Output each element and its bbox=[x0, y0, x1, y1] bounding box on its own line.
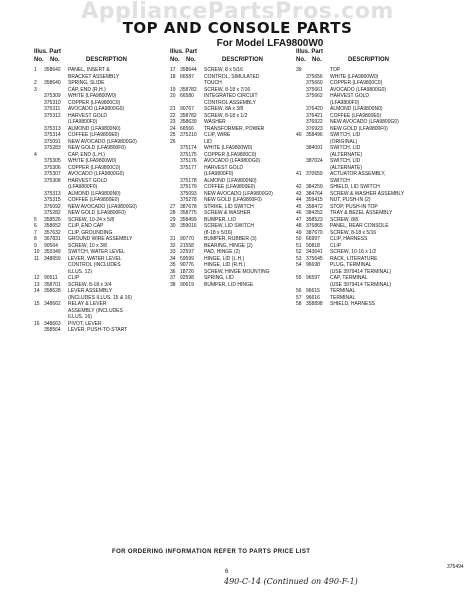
part-description: CLIP, WIRE bbox=[204, 132, 231, 138]
illus-number: 30 bbox=[170, 223, 176, 229]
part-description: SCREW, 8-18 x 7/16 bbox=[204, 86, 251, 93]
illus-number: 7 bbox=[34, 229, 37, 236]
part-description: TRAY & BEZEL ASSEMBLY bbox=[330, 210, 393, 216]
part-number: 375177 bbox=[180, 164, 197, 171]
part-number: 96698 bbox=[306, 262, 320, 268]
part-number: 96597 bbox=[306, 275, 320, 281]
illus-number: 16 bbox=[34, 320, 40, 327]
illus-number: 3 bbox=[34, 86, 37, 93]
part-number: 348659 bbox=[44, 255, 61, 262]
part-number: 96615 bbox=[306, 288, 320, 294]
part-number: 92598 bbox=[180, 275, 194, 281]
part-description: HARVEST GOLD bbox=[330, 93, 369, 99]
illus-number: 20 bbox=[170, 93, 176, 99]
illus-number: 42 bbox=[296, 184, 302, 190]
header-part-no: No. bbox=[50, 57, 60, 63]
illus-number: 32 bbox=[170, 242, 176, 249]
part-description: SCREW, 8 x 5/16 bbox=[204, 67, 243, 73]
part-description: (ORIGINAL) bbox=[330, 138, 358, 145]
illus-number: 41 bbox=[296, 171, 302, 177]
part-description: AVOCADO (LFA9800G0) bbox=[330, 86, 387, 93]
part-number: 375310 bbox=[44, 99, 61, 106]
part-description: CAP, END (R.H.) bbox=[68, 86, 106, 93]
part-number: 21558 bbox=[180, 242, 194, 249]
illus-number: 9 bbox=[34, 242, 37, 249]
part-description: COPPER (LFA9800C0) bbox=[68, 164, 121, 171]
part-number: 375313 bbox=[44, 190, 61, 197]
part-number: 90770 bbox=[180, 236, 194, 242]
part-description: WHITE (LFA9800W0) bbox=[204, 145, 253, 151]
part-description: RELAY & LEVER bbox=[68, 301, 107, 307]
part-number: 90511 bbox=[44, 275, 58, 281]
part-number: 376865 bbox=[306, 223, 323, 229]
illus-number: 11 bbox=[34, 255, 40, 262]
part-description: SCREW & WASHER bbox=[204, 210, 251, 216]
part-number: 375661 bbox=[306, 86, 323, 93]
part-number: 358782 bbox=[180, 112, 197, 119]
part-number: 384764 bbox=[306, 190, 323, 197]
parts-column-2 bbox=[170, 49, 288, 288]
document-number: 375494 bbox=[447, 564, 464, 570]
part-number: 358782 bbox=[180, 86, 197, 93]
part-number: 359016 bbox=[180, 223, 197, 229]
part-number: 375315 bbox=[44, 197, 61, 203]
part-description: SPRING, LID bbox=[204, 275, 234, 281]
part-description: AVOCADO (LFA9800G0) bbox=[204, 158, 261, 164]
header-part-no: No. bbox=[312, 57, 322, 63]
illus-number: 45 bbox=[296, 203, 302, 210]
part-number: 358472 bbox=[306, 203, 323, 210]
part-description: SCREW, 8A x 3/8 bbox=[204, 106, 244, 112]
illus-number: 21 bbox=[170, 106, 176, 112]
part-description: COPPER (LFA9800C0) bbox=[330, 80, 383, 86]
part-description: BRACKET ASSEMBLY bbox=[68, 73, 120, 80]
part-number: 384252 bbox=[306, 210, 323, 216]
part-description: HINGE, LID (R.H.) bbox=[204, 262, 246, 268]
part-description: SCREW, 10-16 x 1/2 bbox=[330, 249, 377, 255]
illus-number: 31 bbox=[170, 236, 176, 242]
part-description: BUMPER, RUBBER (3) bbox=[204, 236, 257, 242]
illus-number: 18 bbox=[170, 73, 176, 80]
part-description: TERMINAL bbox=[330, 288, 356, 294]
part-description: RACK, LITERATURE bbox=[330, 255, 378, 262]
part-description: SWITCH, LID bbox=[330, 132, 361, 138]
part-number: 375093 bbox=[180, 190, 197, 197]
part-number: 358640 bbox=[44, 80, 61, 86]
part-description: PANEL, REAR CONSOLE bbox=[330, 223, 389, 229]
part-description: SCREW, 10-24 x 5/8 bbox=[68, 216, 115, 223]
header-illus-part: Illus. Part bbox=[296, 49, 324, 55]
part-number: 375092 bbox=[44, 203, 61, 210]
part-number: 375313 bbox=[44, 125, 61, 132]
part-description: SWITCH, WATER LEVEL bbox=[68, 249, 125, 255]
part-number: 375660 bbox=[306, 80, 323, 86]
part-number: 358652 bbox=[44, 223, 61, 229]
part-number: 387678 bbox=[180, 203, 197, 210]
part-description: SWITCH, LID bbox=[330, 145, 361, 151]
part-description: SCREW, 8-18 x 1/2 bbox=[204, 112, 248, 119]
illus-number: 22 bbox=[170, 112, 176, 119]
part-description: PANEL, INSERT & bbox=[68, 67, 110, 73]
part-number: 375179 bbox=[180, 184, 197, 190]
part-row bbox=[34, 327, 162, 334]
part-description: (USE 3979414 TERMINAL) bbox=[330, 281, 392, 288]
illus-number: 13 bbox=[34, 281, 40, 288]
part-description: TOP bbox=[330, 67, 341, 73]
part-description: LID bbox=[204, 138, 212, 145]
part-description: (INCLUDES ILLUS. 15 & 16) bbox=[68, 294, 132, 301]
part-number: 375656 bbox=[306, 73, 323, 80]
part-description: PAD, HINGE (2) bbox=[204, 249, 241, 255]
header-illus-no: No. bbox=[296, 57, 306, 63]
part-number: 375278 bbox=[180, 197, 197, 203]
illus-number: 50 bbox=[296, 236, 302, 242]
illus-number: 26 bbox=[170, 138, 176, 145]
part-description: SCREW, 8-18 x 3/4 bbox=[68, 281, 112, 288]
header-description: DESCRIPTION bbox=[86, 57, 128, 63]
part-number: 18726 bbox=[180, 268, 194, 275]
part-description: SWITCH, LID bbox=[330, 158, 361, 164]
illus-number: 43 bbox=[296, 190, 302, 197]
part-number: 343641 bbox=[306, 249, 323, 255]
part-number: 357632 bbox=[44, 229, 61, 236]
part-number: 90767 bbox=[180, 106, 194, 112]
part-description: (LFA9800F0) bbox=[68, 184, 98, 190]
illus-number: 58 bbox=[296, 301, 302, 307]
part-description: ILLUS. 16) bbox=[68, 314, 92, 320]
part-number: 367831 bbox=[44, 236, 61, 242]
parts-column-3 bbox=[296, 49, 442, 308]
part-number: 359415 bbox=[306, 197, 323, 203]
illus-number: 5 bbox=[34, 216, 37, 223]
header-description: DESCRIPTION bbox=[348, 57, 390, 63]
header-illus-no: No. bbox=[34, 57, 44, 63]
part-description: HARVEST GOLD bbox=[68, 177, 107, 184]
part-description: LEVER, PUSH-TO-START bbox=[68, 327, 128, 333]
illus-number: 47 bbox=[296, 216, 302, 223]
part-number: 358642 bbox=[44, 67, 61, 73]
illus-number: 8 bbox=[34, 236, 37, 242]
part-number: 66580 bbox=[180, 93, 194, 99]
illus-number: 12 bbox=[34, 275, 40, 281]
part-number: 375175 bbox=[180, 151, 197, 158]
illus-number: 6 bbox=[34, 223, 37, 229]
page-title: TOP AND CONSOLE PARTS bbox=[122, 19, 353, 37]
part-row bbox=[170, 282, 288, 289]
header-illus-part: Illus. Part bbox=[34, 49, 62, 55]
part-description: (ALTERNATE) bbox=[330, 151, 363, 158]
part-number: 376923 bbox=[306, 125, 323, 132]
illus-number: 49 bbox=[296, 229, 302, 236]
part-description: WHITE (LFA9800W0) bbox=[68, 93, 117, 99]
part-description: SPRING, SLIDE bbox=[68, 80, 105, 86]
part-description: NEW GOLD (LFA9800F0) bbox=[330, 125, 388, 132]
part-description: BUMPER, LID bbox=[204, 216, 236, 223]
part-description: NEW GOLD (LFA9800F0) bbox=[68, 145, 126, 151]
part-description: WHITE (LFA9800W0) bbox=[330, 73, 379, 80]
part-description: COPPER (LFA9800C0) bbox=[204, 151, 257, 158]
part-description: ACTUATOR ASSEMBLY, bbox=[330, 171, 386, 177]
illus-number: 4 bbox=[34, 151, 37, 158]
part-number: 375091 bbox=[44, 138, 61, 145]
parts-column-1 bbox=[34, 49, 162, 334]
illus-number: 56 bbox=[296, 288, 302, 294]
part-description: TERMINAL bbox=[330, 294, 356, 301]
part-description: SCREW, HINGE MOUNTING bbox=[204, 268, 270, 275]
illus-number: 14 bbox=[34, 288, 40, 294]
part-number: 358644 bbox=[180, 67, 197, 73]
part-number: 358523 bbox=[306, 216, 323, 223]
part-number: 375312 bbox=[44, 112, 61, 119]
illus-number: 46 bbox=[296, 210, 302, 216]
part-description: CLIP bbox=[330, 242, 342, 249]
part-description: CAP, END (L.H.) bbox=[68, 151, 105, 158]
illus-number: 33 bbox=[170, 249, 176, 255]
illus-number: 53 bbox=[296, 255, 302, 262]
part-number: 375311 bbox=[44, 106, 61, 112]
part-description: TOUCH bbox=[204, 80, 222, 86]
header-illus-no: No. bbox=[170, 57, 180, 63]
illus-number: 37 bbox=[170, 275, 176, 281]
part-description: (LFA9800F0) bbox=[68, 119, 98, 125]
part-description: PIVOT, LEVER bbox=[68, 320, 102, 327]
part-number: 375308 bbox=[44, 177, 61, 184]
part-number: 358496 bbox=[306, 132, 323, 138]
illus-number: 34 bbox=[170, 255, 176, 262]
part-description: CONTROL ASSEMBLY bbox=[204, 99, 256, 106]
part-description: COPPER (LFA9800C0) bbox=[68, 99, 121, 106]
page-subtitle: For Model LFA9800W0 bbox=[216, 38, 324, 49]
part-description: CONTROL (INCLUDES bbox=[68, 262, 121, 268]
illus-number: 17 bbox=[170, 67, 176, 73]
part-number: 375305 bbox=[44, 158, 61, 164]
part-description: NUT, PUSH-IN (2) bbox=[330, 197, 371, 203]
part-description: SCREW, LID SWITCH bbox=[204, 223, 255, 229]
illus-number: 51 bbox=[296, 242, 302, 249]
illus-number: 44 bbox=[296, 197, 302, 203]
watermark: AppliancePartsPros.com bbox=[81, 0, 394, 24]
illus-number: 39 bbox=[296, 67, 302, 73]
part-number: 376421 bbox=[306, 112, 323, 119]
part-number: 66587 bbox=[180, 73, 194, 80]
column-header bbox=[296, 49, 442, 67]
part-number: 375309 bbox=[44, 93, 61, 99]
header-part-no: No. bbox=[186, 57, 196, 63]
illus-number: 28 bbox=[170, 210, 176, 216]
part-description: COFFEE (LFA9800E0) bbox=[68, 132, 120, 138]
part-description: (LFA9800F0) bbox=[330, 99, 360, 106]
illus-number: 48 bbox=[296, 223, 302, 229]
part-description: INTEGRATED CIRCUIT bbox=[204, 93, 258, 99]
part-description: NEW AVOCADO (LFA9800G0) bbox=[330, 119, 399, 125]
column-header bbox=[170, 49, 288, 67]
illus-number: 35 bbox=[170, 262, 176, 268]
part-description: GROUND WIRE ASSEMBLY bbox=[68, 236, 133, 242]
part-number: 90619 bbox=[180, 281, 194, 288]
part-description: CLIP, END CAP bbox=[68, 223, 104, 229]
part-description: AVOCADO (LFA9800G0) bbox=[68, 171, 125, 177]
part-description: CLIP bbox=[68, 275, 80, 281]
part-number: 348663 bbox=[44, 320, 61, 327]
part-description: ILLUS. 12) bbox=[68, 268, 92, 275]
part-description: ALMOND (LFA9800N0) bbox=[68, 125, 121, 132]
part-description: (8-18 x 5/16) bbox=[204, 229, 233, 236]
part-description: CLIP, GROUNDING bbox=[68, 229, 113, 236]
part-description: (LFA9800F0) bbox=[204, 171, 234, 177]
part-number: 358499 bbox=[180, 216, 197, 223]
part-number: 375283 bbox=[44, 145, 61, 151]
part-number: 90564 bbox=[44, 242, 58, 249]
part-description: STRIKE, LID SWITCH bbox=[204, 203, 254, 210]
part-number: 370659 bbox=[306, 171, 323, 177]
page-number: 6 bbox=[225, 569, 229, 575]
illus-number: 10 bbox=[34, 249, 40, 255]
handwritten-note: 490-C-14 (Continued on 490-F-1) bbox=[224, 577, 358, 586]
part-description: ALMOND (LFA9800N0) bbox=[68, 190, 121, 197]
part-description: (ALTERNATE) bbox=[330, 164, 363, 171]
part-number: 358898 bbox=[306, 301, 323, 307]
part-number: 376922 bbox=[306, 119, 323, 125]
part-description: WASHER bbox=[204, 119, 226, 125]
part-description: COFFEE (LFA9800E0) bbox=[68, 197, 120, 203]
part-description: NEW GOLD (LFA9800F0) bbox=[204, 197, 262, 203]
part-number: 358628 bbox=[44, 288, 61, 294]
illus-number: 57 bbox=[296, 294, 302, 301]
illus-number: 55 bbox=[296, 275, 302, 281]
part-number: 387670 bbox=[306, 229, 323, 236]
part-number: 59599 bbox=[180, 255, 194, 262]
part-description: HINGE, LID (L.H.) bbox=[204, 255, 245, 262]
illus-number: 52 bbox=[296, 249, 302, 255]
part-description: AVOCADO (LFA9800G0) bbox=[68, 106, 125, 112]
illus-number: 15 bbox=[34, 301, 40, 307]
part-description: SHIELD, HARNESS bbox=[330, 301, 376, 307]
illus-number: 24 bbox=[170, 125, 176, 132]
header-description: DESCRIPTION bbox=[222, 57, 264, 63]
part-number: 375307 bbox=[44, 171, 61, 177]
part-number: 375178 bbox=[180, 177, 197, 184]
part-description: STOP, PUSH-IN TOP bbox=[330, 203, 378, 210]
ordering-info: FOR ORDERING INFORMATION REFER TO PARTS PRICE LIST bbox=[112, 549, 311, 555]
part-description: SWITCH bbox=[330, 177, 350, 184]
part-description: SCREW, 8-18 x 5/16 bbox=[330, 229, 377, 236]
part-description: ALMOND (LFA9800N0) bbox=[204, 177, 257, 184]
part-description: SHIELD, LID SWITCH bbox=[330, 184, 380, 190]
part-number: 90818 bbox=[306, 242, 320, 249]
illus-number: 38 bbox=[170, 281, 176, 288]
part-description: SCREW, 10 x 3/8 bbox=[68, 242, 107, 249]
part-description: CAP, TERMINAL bbox=[330, 275, 368, 281]
part-description: ALMOND (LFA9800N0) bbox=[330, 106, 383, 112]
part-description: COFFEE (LFA9800E0) bbox=[204, 184, 256, 190]
part-description: (USE 3979414 TERMINAL) bbox=[330, 268, 392, 275]
part-description: LEVER, WATER LEVEL bbox=[68, 255, 122, 262]
part-number: 376420 bbox=[306, 106, 323, 112]
part-number: 375176 bbox=[180, 158, 197, 164]
part-number: 358526 bbox=[44, 216, 61, 223]
part-description: ASSEMBLY (INCLUDES bbox=[68, 307, 123, 314]
part-description: NEW AVOCADO (LFA9800G0) bbox=[204, 190, 273, 197]
part-number: 375306 bbox=[44, 164, 61, 171]
part-number: 375282 bbox=[44, 210, 61, 216]
part-number: 66997 bbox=[306, 236, 320, 242]
part-description: SCREW, 8/8 bbox=[330, 216, 359, 223]
part-description: TRANSFORMER, POWER bbox=[204, 125, 265, 132]
part-description: LEVER ASSEMBLY bbox=[68, 288, 113, 294]
part-number: 387024 bbox=[306, 158, 323, 164]
part-number: 375210 bbox=[180, 132, 197, 138]
illus-number: 40 bbox=[296, 132, 302, 138]
illus-number: 25 bbox=[170, 132, 176, 138]
part-number: 384259 bbox=[306, 184, 323, 190]
part-number: 375314 bbox=[44, 132, 61, 138]
illus-number: 19 bbox=[170, 86, 176, 93]
part-number: 348662 bbox=[44, 301, 61, 307]
illus-number: 1 bbox=[34, 67, 37, 73]
part-number: 375662 bbox=[306, 93, 323, 99]
part-description: NEW GOLD (LFA9800F0) bbox=[68, 210, 126, 216]
part-number: 96616 bbox=[306, 294, 320, 301]
part-number: 384091 bbox=[306, 145, 323, 151]
part-number: 90776 bbox=[180, 262, 194, 268]
part-description: BEARING, HINGE (2) bbox=[204, 242, 253, 249]
column-header bbox=[34, 49, 162, 67]
part-description: CONTROL, SIMULATED bbox=[204, 73, 260, 80]
part-description: COFFEE (LFA9800E0) bbox=[330, 112, 382, 119]
part-description: PLUG, TERMINAL bbox=[330, 262, 372, 268]
part-number: 22597 bbox=[180, 249, 194, 255]
part-number: 358639 bbox=[180, 119, 197, 125]
illus-number: 29 bbox=[170, 216, 176, 223]
part-number: 375645 bbox=[306, 255, 323, 262]
part-description: HARVEST GOLD bbox=[204, 164, 243, 171]
part-row bbox=[296, 301, 442, 308]
illus-number: 27 bbox=[170, 203, 176, 210]
illus-number: 36 bbox=[170, 268, 176, 275]
part-description: WHITE (LFA9800W0) bbox=[68, 158, 117, 164]
part-number: 66566 bbox=[180, 125, 194, 132]
illus-number: 2 bbox=[34, 80, 37, 86]
part-description: SCREW & WASHER ASSEMBLY bbox=[330, 190, 405, 197]
part-number: 375174 bbox=[180, 145, 197, 151]
part-description: BUMPER, LID HINGE bbox=[204, 281, 254, 288]
part-description: NEW AVOCADO (LFA9800G0) bbox=[68, 203, 137, 210]
part-number: 353349 bbox=[44, 249, 61, 255]
header-illus-part: Illus. Part bbox=[170, 49, 198, 55]
part-number: 358775 bbox=[180, 210, 197, 216]
part-number: 358564 bbox=[44, 327, 61, 333]
part-number: 358701 bbox=[44, 281, 61, 288]
illus-number: 54 bbox=[296, 262, 302, 268]
illus-number: 23 bbox=[170, 119, 176, 125]
part-description: NEW AVOCADO (LFA9800G0) bbox=[68, 138, 137, 145]
part-description: HARVEST GOLD bbox=[68, 112, 107, 119]
part-description: CLIP, HARNESS bbox=[330, 236, 368, 242]
